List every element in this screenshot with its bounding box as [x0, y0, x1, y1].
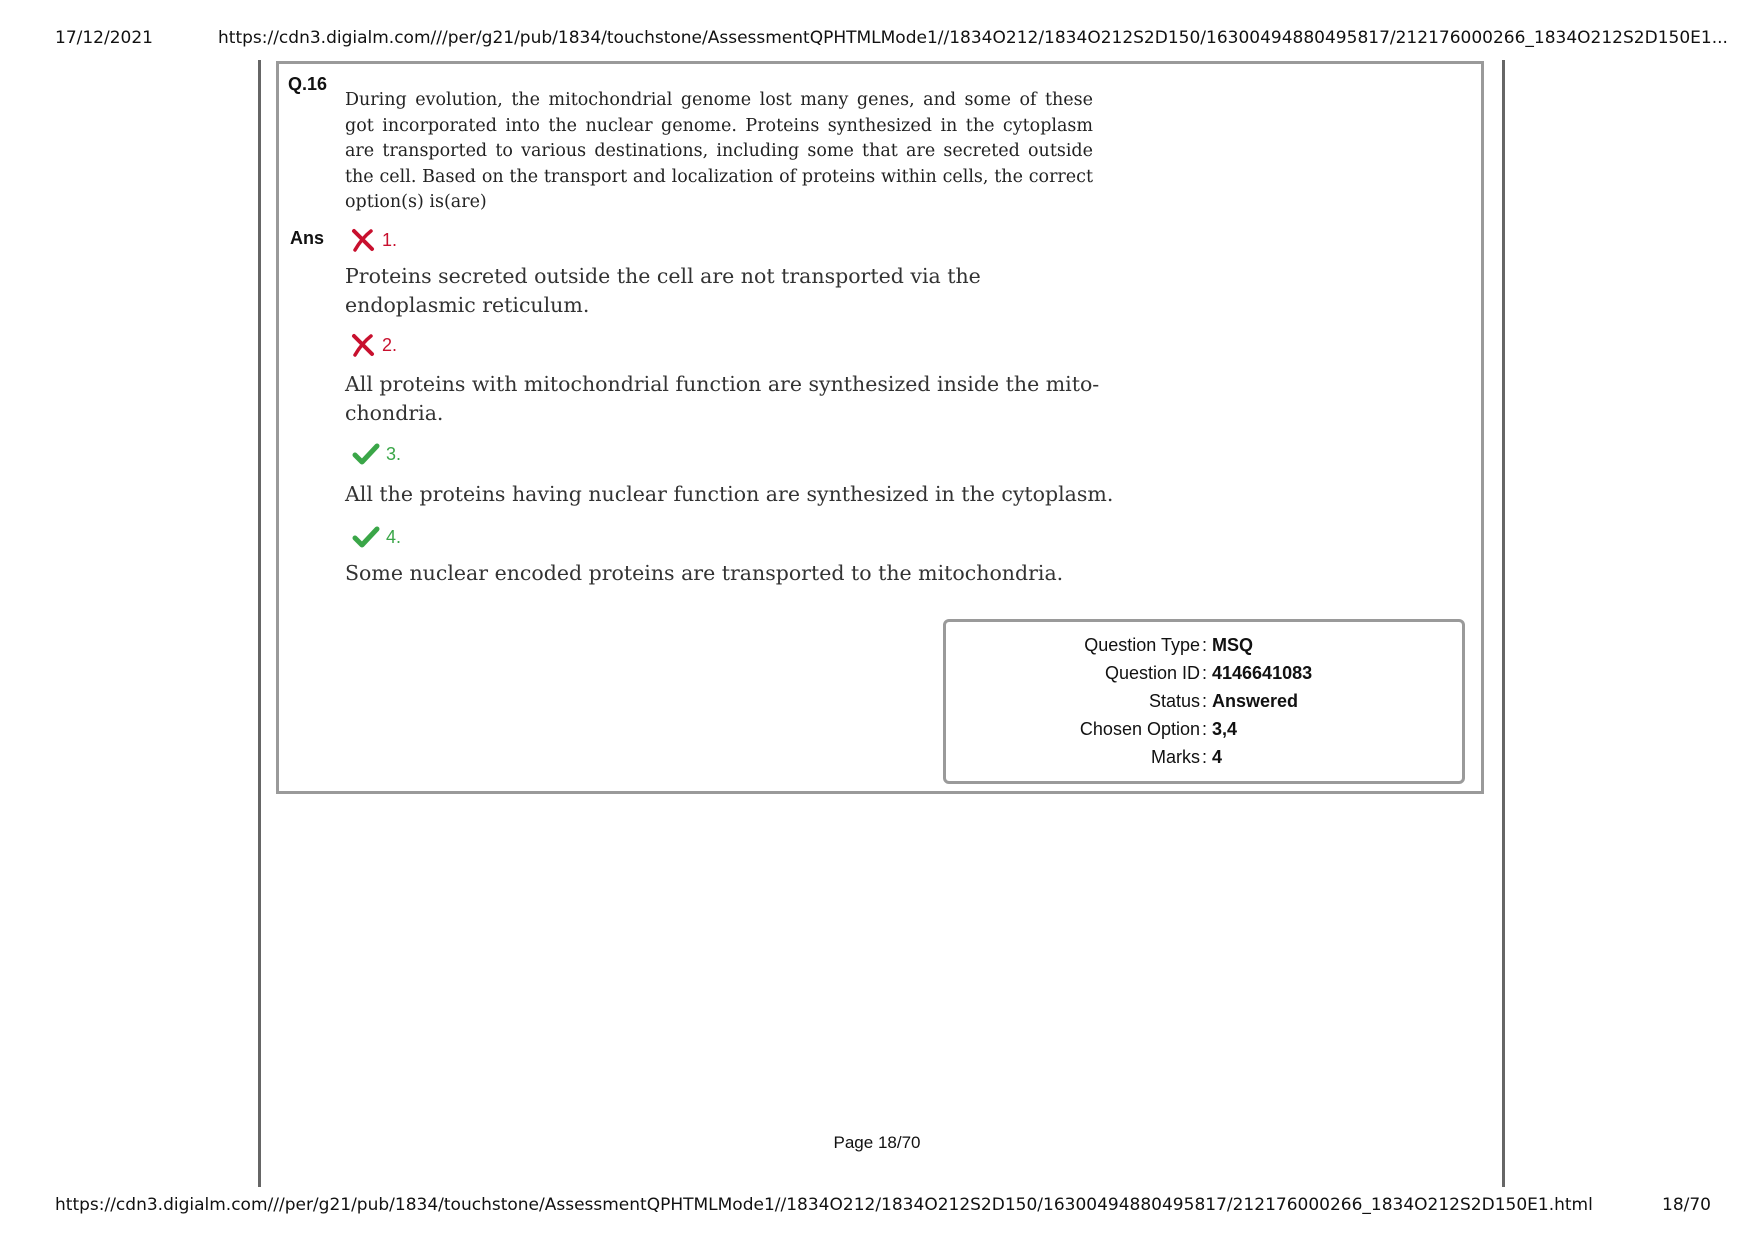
info-row-status [946, 691, 1462, 717]
option-2-marker [350, 333, 397, 357]
right-rule [1502, 60, 1505, 1187]
option-2-label: 2. [382, 334, 398, 355]
option-2-text: All proteins with mitochondrial function are synthesized inside the mito- chondria. [345, 372, 1100, 425]
option-1-marker [350, 228, 397, 252]
info-colon: : [1202, 747, 1208, 767]
info-marks-value: 4 [1212, 747, 1223, 767]
option-3-text: All the proteins having nuclear function are synthesized in the cytoplasm. [345, 482, 1114, 506]
header-date: 17/12/2021 [55, 28, 153, 48]
option-4-label: 4. [386, 526, 402, 547]
check-icon [352, 442, 380, 466]
footer-page: 18/70 [1662, 1195, 1711, 1215]
cross-icon [350, 333, 376, 357]
info-id-value: 4146641083 [1212, 663, 1313, 683]
option-4-text: Some nuclear encoded proteins are transported to the mitochondria. [345, 561, 1064, 585]
info-type-value: MSQ [1212, 635, 1254, 655]
info-chosen-value: 3,4 [1212, 719, 1238, 739]
info-colon: : [1202, 635, 1208, 655]
option-3-label: 3. [386, 443, 402, 464]
question-info-box [943, 619, 1465, 784]
info-colon: : [1202, 719, 1208, 739]
footer-url: https://cdn3.digialm.com///per/g21/pub/1834/touchstone/AssessmentQPHTMLMode1//1834O212/1834O212S2D150/16300494880495817/212176000266_1834O212S2D150E1.html [55, 1195, 1593, 1215]
option-1-label: 1. [382, 229, 398, 250]
info-row-marks [946, 747, 1462, 773]
answer-label: Ans [290, 228, 325, 248]
option-3-marker [352, 442, 401, 466]
cross-icon [350, 228, 376, 252]
info-status-value: Answered [1212, 691, 1299, 711]
question-text: During evolution, the mitochondrial genome lost many genes, and some of these got incorporated into the nuclear genome. Proteins synthesized in the cytoplasm are transported to various destinations, including some that are secreted outside the cell. Based on the transport and localization of proteins within cells, the correct option(s) is(are) [345, 90, 1093, 212]
question-number: Q.16 [288, 74, 328, 94]
page-number: Page 18/70 [833, 1133, 921, 1152]
info-row-id [946, 663, 1462, 689]
info-row-chosen [946, 719, 1462, 745]
info-row-type [946, 635, 1462, 661]
info-marks-label: Marks [1151, 747, 1200, 767]
option-1-text: Proteins secreted outside the cell are not transported via the endoplasmic reticulum. [345, 264, 981, 317]
info-colon: : [1202, 663, 1208, 683]
info-id-label: Question ID [1104, 663, 1200, 683]
check-icon [352, 525, 380, 549]
left-rule [258, 60, 261, 1187]
header-url: https://cdn3.digialm.com///per/g21/pub/1834/touchstone/AssessmentQPHTMLMode1//1834O212/1834O212S2D150/16300494880495817/212176000266_1834O212S2D150E1... [218, 28, 1728, 48]
info-colon: : [1202, 691, 1208, 711]
info-type-label: Question Type [1084, 635, 1200, 655]
option-4-marker [352, 525, 401, 549]
info-status-label: Status [1148, 691, 1200, 711]
info-chosen-label: Chosen Option [1079, 719, 1200, 739]
